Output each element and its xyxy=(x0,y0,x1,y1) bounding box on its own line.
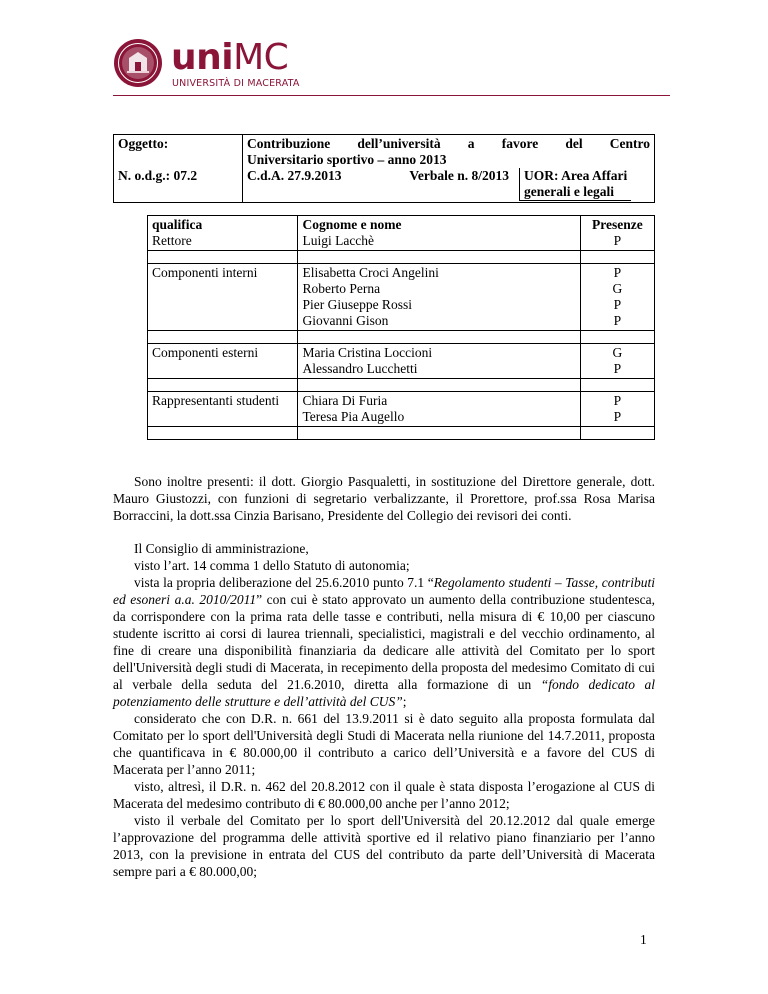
presenti-paragraph: Sono inoltre presenti: il dott. Giorgio Pasqualetti, in sostituzione del Direttore generale, dott. Mauro Giustozzi, con funzioni di segretario verbalizzante, il Prorettore, prof.ssa Rosa Marisa Borraccini, la dott.ssa Cinzia Barisano, Presidente del Collegio dei revisori dei conti. xyxy=(113,474,655,523)
oggetto-cell xyxy=(114,135,243,203)
subject-table xyxy=(113,134,655,203)
body-paragraph: visto il verbale del Comitato per lo sport dell'Università del 20.12.2012 dal quale emerge l’approvazione del programma delle attività sportive ed il relativo piano finanziario per l’anno 2013, con la previsione in entrata del CUS del contributo da parte dell’Università di Macerata sempre pari a € 80.000,00; xyxy=(113,813,655,879)
unimc-logo xyxy=(113,38,373,92)
esterni-presences xyxy=(580,344,654,379)
odg-label: N. o.d.g.: 07.2 xyxy=(118,168,198,183)
presenze-header: Presenze xyxy=(591,217,643,232)
member-presence: P xyxy=(613,297,622,312)
studenti-role: Rappresentanti studenti xyxy=(148,392,298,427)
body-paragraph: visto l’art. 14 comma 1 dello Statuto di autonomia; xyxy=(134,558,410,573)
member-presence: P xyxy=(613,409,622,424)
logo-wordmark xyxy=(171,37,289,78)
logo-subtitle: UNIVERSITÀ DI MACERATA xyxy=(172,78,300,89)
studenti-presences xyxy=(580,392,654,427)
table-row xyxy=(148,264,655,331)
esterni-names xyxy=(298,344,580,379)
university-seal-icon xyxy=(113,38,163,88)
members-table xyxy=(147,215,655,440)
member-name: Elisabetta Croci Angelini xyxy=(302,265,439,280)
subject-line-2: Universitario sportivo – anno 2013 xyxy=(247,152,447,167)
member-name: Roberto Perna xyxy=(302,281,381,296)
member-presence: G xyxy=(612,345,623,360)
text-span: vista la propria deliberazione del 25.6.2010 punto 7.1 “ xyxy=(134,575,434,590)
table-row xyxy=(148,392,655,427)
rettore-presence: P xyxy=(613,233,622,248)
member-name: Pier Giuseppe Rossi xyxy=(302,297,412,312)
nome-header: Cognome e nome xyxy=(302,217,402,232)
member-name: Alessandro Lucchetti xyxy=(302,361,418,376)
text-span: ; xyxy=(402,694,407,709)
verbale-number: Verbale n. 8/2013 xyxy=(409,168,509,183)
member-name: Maria Cristina Loccioni xyxy=(302,345,433,360)
member-presence: P xyxy=(613,313,622,328)
rettore-name: Luigi Lacchè xyxy=(302,233,375,248)
logo-word-bold: uni xyxy=(171,37,234,78)
esterni-role: Componenti esterni xyxy=(148,344,298,379)
interni-role: Componenti interni xyxy=(148,264,298,331)
body-paragraph xyxy=(113,574,655,710)
member-name: Giovanni Gison xyxy=(302,313,389,328)
member-name: Teresa Pia Augello xyxy=(302,409,405,424)
member-presence: P xyxy=(613,393,622,408)
member-presence: P xyxy=(613,361,622,376)
uor-box xyxy=(519,168,631,201)
interni-presences xyxy=(580,264,654,331)
rettore-role: Rettore xyxy=(152,233,192,248)
member-presence: P xyxy=(613,265,622,280)
subject-cell xyxy=(243,135,655,203)
table-row xyxy=(148,216,655,251)
member-presence: G xyxy=(612,281,623,296)
studenti-names xyxy=(298,392,580,427)
minutes-body xyxy=(113,473,655,880)
regolamento-title: Regolamento studenti – Tasse, contributi ed esoneri a.a. 2010/2011 xyxy=(113,575,655,607)
logo-word-light: MC xyxy=(233,37,289,78)
presenze-cell xyxy=(580,216,654,251)
cda-date: C.d.A. 27.9.2013 xyxy=(247,168,342,183)
body-paragraph: Il Consiglio di amministrazione, xyxy=(134,541,309,556)
qualifica-header: qualifica xyxy=(152,217,203,232)
oggetto-label: Oggetto: xyxy=(118,136,169,151)
body-paragraph: considerato che con D.R. n. 661 del 13.9.2011 si è dato seguito alla proposta formulata dal Comitato per lo sport dell'Università degli Studi di Macerata nella riunione del 14.7.2011, proposta che quantificava in € 80.000,00 il contributo a carico dell’Università e a favore del CUS di Macerata per l’anno 2011; xyxy=(113,711,655,777)
body-paragraph: visto, altresì, il D.R. n. 462 del 20.8.2012 con il quale è stata disposta l’erogazione al CUS di Macerata del medesimo contributo di € 80.000,00 anche per l’anno 2012; xyxy=(113,779,655,811)
qualifica-cell xyxy=(148,216,298,251)
table-row xyxy=(148,344,655,379)
uor-line-1: UOR: Area Affari xyxy=(524,168,628,183)
fondo-quote: “fondo dedicato al potenziamento delle strutture e dell’attività del CUS” xyxy=(113,677,655,709)
header-divider xyxy=(113,95,670,96)
uor-line-2: generali e legali xyxy=(524,184,614,199)
text-span: ” con cui è stato approvato un aumento della contribuzione studentesca, da corrispondere con la prima rata delle tasse e contributi, nella misura di € 10,00 per ciascuno studente iscritto ai corsi di laurea triennali, specialistici, magistrali e del vecchio ordinamento, al fine di creare una disponibilità finanziaria da dedicare alle attività del Comitato per lo sport dell'Università degli studi di Macerata, in recepimento della proposta del medesimo Comitato di cui al verbale della seduta del 21.6.2010, diretta alla formazione di un xyxy=(113,592,655,692)
subject-line-1: Contribuzione dell’università a favore del Centro xyxy=(247,136,650,151)
page-number: 1 xyxy=(640,932,647,947)
member-name: Chiara Di Furia xyxy=(302,393,388,408)
interni-names xyxy=(298,264,580,331)
nome-cell xyxy=(298,216,580,251)
